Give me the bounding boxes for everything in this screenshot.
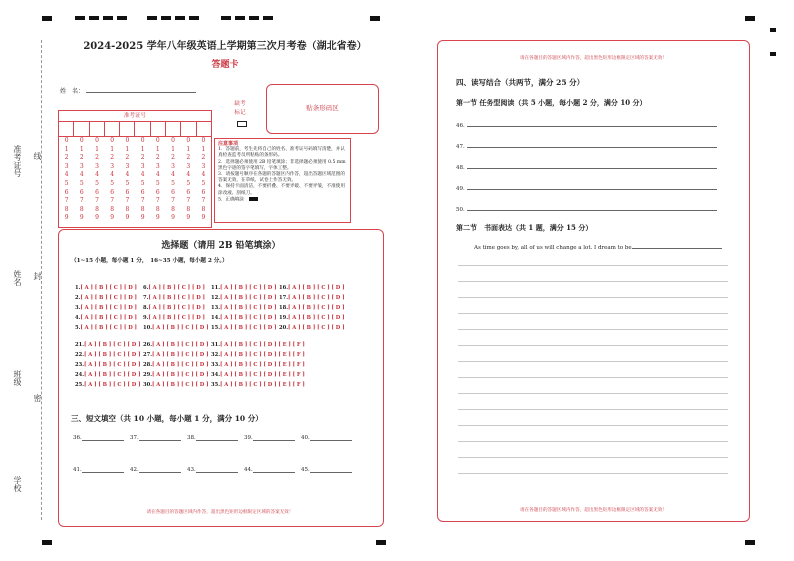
question-number: 27.: [143, 352, 153, 358]
name-field[interactable]: [60, 86, 196, 95]
digit-bubble[interactable]: 3: [186, 162, 191, 170]
choice-options[interactable]: [ A ] [ B ] [ C ] [ D ]: [84, 352, 141, 358]
corner-mark: [42, 16, 52, 21]
absent-checkbox[interactable]: [237, 121, 247, 127]
cloze-blank[interactable]: 41.: [73, 467, 124, 473]
choice-row[interactable]: [143, 362, 209, 368]
question-number: 10.: [143, 325, 153, 331]
writing-line[interactable]: [458, 425, 728, 426]
choice-options[interactable]: [ A ] [ B ] [ C ] [ D ]: [288, 305, 345, 311]
digit-bubble[interactable]: 5: [125, 179, 130, 187]
choice-row[interactable]: [279, 305, 345, 311]
digit-bubble[interactable]: 4: [125, 171, 130, 179]
digit-bubble[interactable]: 0: [64, 137, 69, 144]
question-number: 5.: [75, 325, 81, 331]
digit-bubble[interactable]: 2: [64, 154, 69, 162]
choice-options[interactable]: [ A ] [ B ] [ C ] [ D ]: [84, 382, 141, 388]
page-subtitle: 答题卡: [211, 60, 239, 70]
writing-line[interactable]: [458, 345, 728, 346]
choice-options[interactable]: [ A ] [ B ] [ C ] [ D ]: [220, 305, 277, 311]
digit-bubble[interactable]: 8: [140, 205, 145, 213]
digit-bubble[interactable]: 5: [171, 179, 175, 187]
cloze-blank[interactable]: 43.: [187, 467, 238, 473]
digit-bubble[interactable]: 0: [95, 137, 99, 144]
digit-bubble[interactable]: 2: [140, 154, 145, 162]
choice-options[interactable]: [ A ] [ B ] [ C ] [ D ]: [152, 325, 209, 331]
question-number: 2.: [75, 295, 81, 301]
question-number: 18.: [279, 305, 289, 311]
choice-options[interactable]: [ A ] [ B ] [ C ] [ D ]: [84, 362, 141, 368]
question-number: 30.: [143, 382, 153, 388]
digit-bubble[interactable]: 0: [201, 137, 206, 144]
choice-row[interactable]: [211, 352, 305, 358]
digit-bubble[interactable]: 4: [186, 171, 191, 179]
digit-bubble[interactable]: 0: [110, 137, 115, 144]
digit-bubble[interactable]: 4: [171, 171, 175, 179]
digit-bubble[interactable]: 6: [79, 188, 84, 196]
digit-bubble[interactable]: 3: [95, 162, 99, 170]
digit-bubble[interactable]: 1: [186, 145, 191, 153]
choice-options[interactable]: [ A ] [ B ] [ C ] [ D ]: [152, 342, 209, 348]
choice-options[interactable]: [ A ] [ B ] [ C ] [ D ]: [80, 315, 137, 321]
writing-line[interactable]: [458, 281, 728, 282]
writing-line[interactable]: [458, 297, 728, 298]
digit-bubble[interactable]: 9: [110, 214, 115, 222]
digit-bubble[interactable]: 2: [171, 154, 175, 162]
question-number: 32.: [211, 352, 221, 358]
digit-bubble[interactable]: 1: [171, 145, 175, 153]
notice-line: 1．答题前，考生先将自己的姓名、准考证号码填写清楚，并认真检查监考员所粘贴的条形码。: [218, 147, 345, 159]
notice-line: 3．请按题号顺序在各题的答题区内作答，超出答题区域范围的答案无效，在草纸、试卷上作答无效。: [218, 172, 345, 184]
choice-heading: 选择题（请用 2B 铅笔填涂）: [161, 241, 281, 251]
writing-line[interactable]: [458, 473, 728, 474]
digit-column[interactable]: [135, 137, 150, 223]
digit-bubble[interactable]: 9: [125, 214, 130, 222]
choice-options[interactable]: [ A ] [ B ] [ C ] [ D ]: [80, 295, 137, 301]
choice-options[interactable]: [ A ] [ B ] [ C ] [ D ]: [288, 325, 345, 331]
side-label: 准考证号: [13, 145, 22, 177]
choice-row[interactable]: [75, 285, 137, 291]
digit-bubble[interactable]: 5: [110, 179, 115, 187]
choice-options[interactable]: [ A ] [ B ] [ C ] [ D ]: [148, 285, 205, 291]
left-footer: 请在各题目的答题区域内作答，超出黑色矩形边框限定区域的答案无效！: [146, 510, 294, 515]
question-number: 34.: [211, 372, 221, 378]
writing-line[interactable]: [458, 441, 728, 442]
digit-bubble[interactable]: 8: [95, 205, 99, 213]
writing-line[interactable]: [458, 265, 728, 266]
notice-line: 2．选择题必须使用 2B 铅笔填涂；非选择题必须使用 0.5 mm 黑色字迹的签字笔填写，字体工整。: [218, 159, 346, 171]
side-label: 班级: [13, 370, 22, 386]
question-number: 11.: [211, 285, 221, 291]
name-label: 姓 名：: [60, 88, 85, 95]
digit-bubble[interactable]: 9: [201, 214, 206, 222]
cloze-blank[interactable]: 42.: [130, 467, 181, 473]
choice-options[interactable]: [ A ] [ B ] [ C ] [ D ]: [152, 362, 209, 368]
digit-bubble[interactable]: 7: [95, 197, 99, 205]
digit-bubble[interactable]: 7: [125, 197, 130, 205]
cloze-heading: 三、短文填空（共 10 小题，每小题 1 分，满分 10 分）: [71, 414, 263, 423]
choice-row[interactable]: [143, 352, 209, 358]
digit-bubble[interactable]: 8: [201, 205, 206, 213]
digit-bubble[interactable]: 1: [79, 145, 84, 153]
notice-box: [214, 138, 351, 223]
choice-row[interactable]: [143, 325, 209, 331]
writing-line[interactable]: [458, 377, 728, 378]
section4-heading: 四、读写结合（共两节，满分 25 分）: [456, 78, 585, 87]
writing-line[interactable]: [458, 409, 728, 410]
digit-bubble[interactable]: 7: [201, 197, 206, 205]
digit-bubble[interactable]: 8: [155, 205, 160, 213]
choice-row[interactable]: [211, 305, 277, 311]
writing-line[interactable]: [458, 393, 728, 394]
absent-label: 缺考标记: [234, 101, 246, 116]
digit-bubble[interactable]: 6: [140, 188, 145, 196]
side-label: 封: [33, 272, 42, 280]
question-number: 35.: [211, 382, 221, 388]
digit-bubble[interactable]: 0: [125, 137, 130, 144]
digit-bubble[interactable]: 8: [64, 205, 69, 213]
digit-bubble[interactable]: 9: [64, 214, 69, 222]
choice-options[interactable]: [ A ] [ B ] [ C ] [ D ]: [220, 325, 277, 331]
digit-bubble[interactable]: 9: [79, 214, 84, 222]
choice-row[interactable]: [75, 295, 137, 301]
digit-bubble[interactable]: 5: [64, 179, 69, 187]
task-answer-line[interactable]: 46.: [456, 121, 717, 129]
task-answer-line[interactable]: 50.: [456, 205, 717, 213]
writing-line[interactable]: [458, 361, 728, 362]
digit-bubble[interactable]: 0: [155, 137, 160, 144]
digit-bubble[interactable]: 8: [186, 205, 191, 213]
digit-bubble[interactable]: 6: [201, 188, 206, 196]
binding-line: [41, 40, 42, 520]
digit-column[interactable]: [89, 137, 104, 223]
barcode-area: 贴条形码区: [266, 84, 379, 134]
choice-options[interactable]: [ A ] [ B ] [ C ] [ D ]: [152, 382, 209, 388]
corner-mark: [770, 28, 776, 32]
digit-bubble[interactable]: 8: [110, 205, 115, 213]
digit-bubble[interactable]: 5: [155, 179, 160, 187]
cloze-blank[interactable]: 39.: [244, 435, 295, 441]
question-number: 25.: [75, 382, 85, 388]
digit-bubble[interactable]: 5: [201, 179, 206, 187]
choice-row[interactable]: [211, 382, 305, 388]
digit-bubble[interactable]: 7: [110, 197, 115, 205]
digit-bubble[interactable]: 0: [171, 137, 175, 144]
choice-row[interactable]: [75, 362, 141, 368]
side-label: 密: [33, 394, 42, 402]
choice-row[interactable]: [211, 372, 305, 378]
task-answer-line[interactable]: 49.: [456, 184, 717, 192]
corner-mark: [745, 540, 755, 545]
answer-area-left: [58, 229, 384, 527]
choice-options[interactable]: [ A ] [ B ] [ C ] [ D ]: [80, 325, 137, 331]
part1-heading: 第一节 任务型阅读（共 5 小题，每小题 2 分，满分 10 分）: [456, 98, 647, 107]
digit-columns[interactable]: [59, 137, 211, 223]
digit-bubble[interactable]: 2: [186, 154, 191, 162]
question-number: 29.: [143, 372, 153, 378]
writing-line[interactable]: [458, 313, 728, 314]
choice-options[interactable]: [ A ] [ B ] [ C ] [ D ]: [152, 372, 209, 378]
question-number: 12.: [211, 295, 221, 301]
digit-bubble[interactable]: 5: [186, 179, 191, 187]
digit-bubble[interactable]: 2: [110, 154, 115, 162]
page-title: 2024-2025 学年八年级英语上学期第三次月考卷（湖北省卷）: [83, 41, 367, 52]
choice-options[interactable]: [ A ] [ B ] [ C ] [ D ] [ E ] [ F ]: [220, 372, 305, 378]
digit-bubble[interactable]: 8: [125, 205, 130, 213]
choice-options[interactable]: [ A ] [ B ] [ C ] [ D ]: [80, 305, 137, 311]
corner-mark: [376, 540, 386, 545]
corner-mark: [42, 540, 52, 545]
choice-options[interactable]: [ A ] [ B ] [ C ] [ D ]: [84, 372, 141, 378]
choice-options[interactable]: [ A ] [ B ] [ C ] [ D ]: [220, 285, 277, 291]
question-number: 4.: [75, 315, 81, 321]
digit-bubble[interactable]: 4: [64, 171, 69, 179]
digit-bubble[interactable]: 9: [186, 214, 191, 222]
digit-bubble[interactable]: 8: [79, 205, 84, 213]
choice-row[interactable]: [75, 352, 141, 358]
question-number: 20.: [279, 325, 289, 331]
question-number: 13.: [211, 305, 221, 311]
question-number: 8.: [143, 305, 149, 311]
question-number: 17.: [279, 295, 289, 301]
choice-row[interactable]: [75, 382, 141, 388]
writing-line[interactable]: [458, 329, 728, 330]
choice-row[interactable]: [279, 295, 345, 301]
choice-options[interactable]: [ A ] [ B ] [ C ] [ D ]: [148, 295, 205, 301]
digit-bubble[interactable]: 1: [64, 145, 69, 153]
digit-column[interactable]: [150, 137, 165, 223]
notice-title: 注意事项: [218, 141, 239, 147]
choice-row[interactable]: [143, 382, 209, 388]
choice-row[interactable]: [279, 315, 345, 321]
side-label: 姓名: [13, 270, 22, 286]
digit-bubble[interactable]: 6: [110, 188, 115, 196]
digit-bubble[interactable]: 2: [201, 154, 206, 162]
question-number: 22.: [75, 352, 85, 358]
digit-bubble[interactable]: 2: [95, 154, 99, 162]
digit-bubble[interactable]: 1: [110, 145, 115, 153]
digit-bubble[interactable]: 7: [79, 197, 84, 205]
question-number: 7.: [143, 295, 149, 301]
choice-row[interactable]: [211, 285, 277, 291]
digit-column[interactable]: [165, 137, 180, 223]
side-label: 学校: [13, 476, 22, 492]
digit-bubble[interactable]: 1: [95, 145, 99, 153]
digit-bubble[interactable]: 2: [155, 154, 160, 162]
choice-row[interactable]: [143, 315, 205, 321]
digit-bubble[interactable]: 1: [125, 145, 130, 153]
part2-heading: 第二节 书面表达（共 1 题，满分 15 分）: [456, 223, 593, 232]
choice-options[interactable]: [ A ] [ B ] [ C ] [ D ] [ E ] [ F ]: [220, 362, 305, 368]
choice-row[interactable]: [75, 305, 137, 311]
filled-example-icon: [249, 197, 258, 201]
choice-options[interactable]: [ A ] [ B ] [ C ] [ D ] [ E ] [ F ]: [220, 342, 305, 348]
digit-bubble[interactable]: 7: [186, 197, 191, 205]
candidate-number-header: 准考证号: [59, 111, 211, 122]
digit-bubble[interactable]: 3: [155, 162, 160, 170]
cloze-blank[interactable]: 36.: [73, 435, 124, 441]
digit-bubble[interactable]: 3: [171, 162, 175, 170]
corner-mark: [370, 16, 380, 21]
digit-column[interactable]: [181, 137, 196, 223]
question-number: 1.: [75, 285, 81, 291]
digit-bubble[interactable]: 6: [125, 188, 130, 196]
choice-row[interactable]: [211, 362, 305, 368]
choice-options[interactable]: [ A ] [ B ] [ C ] [ D ]: [220, 295, 277, 301]
choice-row[interactable]: [211, 295, 277, 301]
digit-bubble[interactable]: 7: [140, 197, 145, 205]
choice-options[interactable]: [ A ] [ B ] [ C ] [ D ]: [288, 315, 345, 321]
question-number: 9.: [143, 315, 149, 321]
choice-row[interactable]: [75, 325, 137, 331]
candidate-number-inputs[interactable]: [59, 122, 211, 137]
question-number: 26.: [143, 342, 153, 348]
digit-bubble[interactable]: 3: [110, 162, 115, 170]
digit-bubble[interactable]: 9: [155, 214, 160, 222]
question-number: 23.: [75, 362, 85, 368]
digit-bubble[interactable]: 1: [140, 145, 145, 153]
digit-bubble[interactable]: 4: [95, 171, 99, 179]
digit-bubble[interactable]: 8: [171, 205, 175, 213]
notice-line: 4．保持卡面清洁，不要折叠、不要弄破、不要弄皱，不准使用涂改液、刮纸刀。: [218, 184, 345, 196]
choice-row[interactable]: [211, 325, 277, 331]
digit-bubble[interactable]: 7: [171, 197, 175, 205]
digit-bubble[interactable]: 5: [140, 179, 145, 187]
choice-options[interactable]: [ A ] [ B ] [ C ] [ D ]: [148, 305, 205, 311]
digit-bubble[interactable]: 6: [64, 188, 69, 196]
question-number: 21.: [75, 342, 85, 348]
choice-options[interactable]: [ A ] [ B ] [ C ] [ D ]: [152, 352, 209, 358]
digit-bubble[interactable]: 3: [64, 162, 69, 170]
digit-bubble[interactable]: 3: [125, 162, 130, 170]
digit-column[interactable]: [105, 137, 120, 223]
choice-row[interactable]: [279, 325, 345, 331]
question-number: 15.: [211, 325, 221, 331]
choice-row[interactable]: [75, 342, 141, 348]
digit-bubble[interactable]: 0: [140, 137, 145, 144]
cloze-blank[interactable]: 45.: [301, 467, 352, 473]
digit-bubble[interactable]: 4: [201, 171, 206, 179]
digit-bubble[interactable]: 4: [110, 171, 115, 179]
choice-options[interactable]: [ A ] [ B ] [ C ] [ D ] [ E ] [ F ]: [220, 352, 305, 358]
choice-options[interactable]: [ A ] [ B ] [ C ] [ D ]: [220, 315, 277, 321]
digit-bubble[interactable]: 9: [95, 214, 99, 222]
choice-row[interactable]: [143, 285, 205, 291]
question-number: 31.: [211, 342, 221, 348]
choice-options[interactable]: [ A ] [ B ] [ C ] [ D ]: [288, 285, 345, 291]
digit-bubble[interactable]: 0: [79, 137, 84, 144]
question-number: 28.: [143, 362, 153, 368]
digit-bubble[interactable]: 1: [155, 145, 160, 153]
digit-bubble[interactable]: 7: [155, 197, 160, 205]
question-number: 3.: [75, 305, 81, 311]
choice-row[interactable]: [143, 305, 205, 311]
digit-column[interactable]: [59, 137, 74, 223]
digit-bubble[interactable]: 4: [79, 171, 84, 179]
question-number: 33.: [211, 362, 221, 368]
corner-mark: [770, 52, 776, 56]
side-label: 线: [33, 152, 42, 160]
digit-bubble[interactable]: 3: [201, 162, 206, 170]
choice-row[interactable]: [143, 295, 205, 301]
choice-options[interactable]: [ A ] [ B ] [ C ] [ D ]: [84, 342, 141, 348]
task-answer-line[interactable]: 48.: [456, 163, 717, 171]
digit-bubble[interactable]: 6: [186, 188, 191, 196]
right-header: 请在各题目的答题区域内作答，超出黑色矩形边框限定区域的答案无效！: [519, 56, 667, 61]
right-footer: 请在各题目的答题区域内作答，超出黑色矩形边框限定区域的答案无效！: [519, 508, 667, 513]
question-number: 24.: [75, 372, 85, 378]
digit-bubble[interactable]: 6: [155, 188, 160, 196]
digit-bubble[interactable]: 9: [171, 214, 175, 222]
digit-bubble[interactable]: 6: [171, 188, 175, 196]
choice-row[interactable]: [211, 315, 277, 321]
cloze-blank[interactable]: 44.: [244, 467, 295, 473]
digit-bubble[interactable]: 1: [201, 145, 206, 153]
choice-note: （1~15 小题，每小题 1 分， 16~35 小题，每小题 2 分。）: [71, 258, 228, 264]
corner-mark: [745, 16, 755, 21]
question-number: 19.: [279, 315, 289, 321]
choice-row[interactable]: [75, 315, 137, 321]
digit-bubble[interactable]: 5: [95, 179, 99, 187]
digit-column[interactable]: [196, 137, 211, 223]
task-answer-line[interactable]: 47.: [456, 142, 717, 150]
choice-options[interactable]: [ A ] [ B ] [ C ] [ D ]: [148, 315, 205, 321]
answer-area-right: [437, 40, 750, 522]
choice-row[interactable]: [143, 372, 209, 378]
writing-line[interactable]: [458, 457, 728, 458]
digit-bubble[interactable]: 4: [155, 171, 160, 179]
choice-row[interactable]: [279, 285, 345, 291]
digit-bubble[interactable]: 4: [140, 171, 145, 179]
digit-column[interactable]: [74, 137, 89, 223]
choice-row[interactable]: [211, 342, 305, 348]
digit-bubble[interactable]: 3: [140, 162, 145, 170]
question-number: 14.: [211, 315, 221, 321]
choice-options[interactable]: [ A ] [ B ] [ C ] [ D ] [ E ] [ F ]: [220, 382, 305, 388]
notice-line: 5．正确填涂: [218, 197, 347, 204]
digit-column[interactable]: [120, 137, 135, 223]
choice-row[interactable]: [75, 372, 141, 378]
candidate-number-grid[interactable]: [58, 110, 212, 228]
digit-bubble[interactable]: 9: [140, 214, 145, 222]
digit-bubble[interactable]: 7: [64, 197, 69, 205]
question-number: 16.: [279, 285, 289, 291]
digit-bubble[interactable]: 2: [125, 154, 130, 162]
question-number: 6.: [143, 285, 149, 291]
cloze-blank[interactable]: 38.: [187, 435, 238, 441]
choice-options[interactable]: [ A ] [ B ] [ C ] [ D ]: [288, 295, 345, 301]
digit-bubble[interactable]: 3: [79, 162, 84, 170]
choice-row[interactable]: [143, 342, 209, 348]
digit-bubble[interactable]: 5: [79, 179, 84, 187]
top-marks: [75, 14, 305, 22]
cloze-blank[interactable]: 37.: [130, 435, 181, 441]
cloze-blank[interactable]: 40.: [301, 435, 352, 441]
digit-bubble[interactable]: 0: [186, 137, 191, 144]
writing-prompt[interactable]: As time goes by, all of us will change a lot. I dream to be: [474, 243, 722, 251]
digit-bubble[interactable]: 6: [95, 188, 99, 196]
choice-options[interactable]: [ A ] [ B ] [ C ] [ D ]: [80, 285, 137, 291]
digit-bubble[interactable]: 2: [79, 154, 84, 162]
